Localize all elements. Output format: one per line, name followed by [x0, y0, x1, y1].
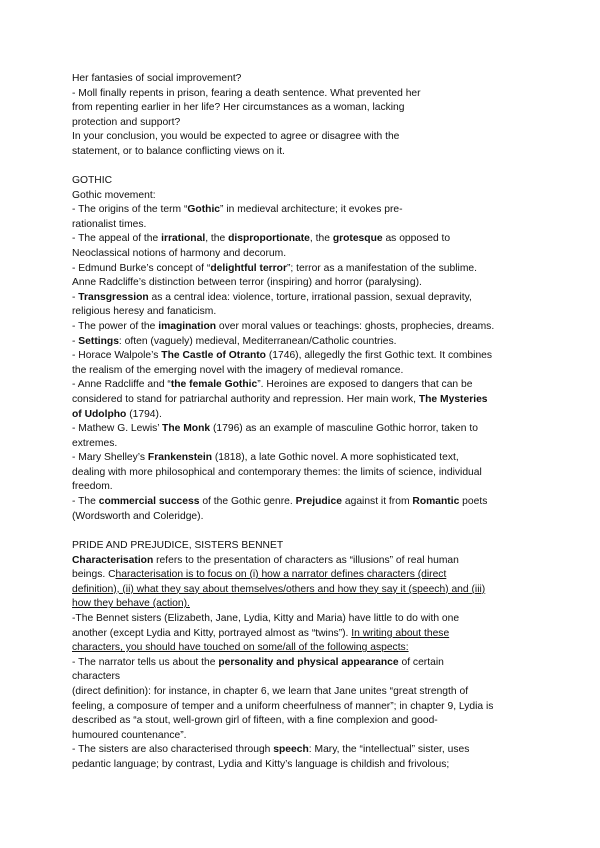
text-line: - Edmund Burke’s concept of “delightful terror”; terror as a manifestation of the sublime. [72, 262, 477, 274]
text-line: extremes. [72, 437, 118, 449]
text-line: - The sisters are also characterised through speech: Mary, the “intellectual” sister, uses [72, 744, 470, 756]
text-line: - The narrator tells us about the personality and physical appearance of certain [72, 656, 444, 668]
underlined-line: definition), (ii) what they say about themselves/others and how they say it (speech) and (iii) [72, 583, 486, 595]
underlined-text: In writing about these [351, 627, 450, 639]
text-line: feeling, a composure of temper and a uniform cheerfulness of manner”; in chapter 9, Lydia is [72, 700, 494, 712]
text-line: -The Bennet sisters (Elizabeth, Jane, Lydia, Kitty and Maria) have little to do with one [72, 612, 460, 624]
intro-section [72, 72, 532, 160]
text-line: of Udolpho (1794). [72, 408, 162, 420]
text-line: rationalist times. [72, 218, 147, 230]
bold-term: The Mysteries [418, 393, 488, 405]
bold-term: irrational [161, 233, 206, 245]
underlined-line: characters, you should have touched on some/all of the following aspects: [72, 642, 409, 654]
text-line: dealing with more philosophical and contemporary themes: the limits of science, individual [72, 466, 482, 478]
text-line: - The power of the imagination over moral values or teachings: ghosts, prophecies, dreams. [72, 320, 495, 332]
text-line: protection and support? [72, 116, 181, 128]
text-line: Her fantasies of social improvement? [72, 73, 242, 84]
text-line: Anne Radcliffe’s distinction between terror (inspiring) and horror (paralysing). [72, 277, 422, 289]
text-line: freedom. [72, 481, 113, 493]
bold-term: Frankenstein [147, 452, 213, 464]
text-line: Characterisation refers to the presentation of characters as “illusions” of real human [72, 554, 459, 566]
text-line: - Mathew G. Lewis’ The Monk (1796) as an example of masculine Gothic horror, taken to [72, 423, 478, 435]
text-line: - The commercial success of the Gothic genre. Prejudice against it from Romantic poets [72, 496, 488, 508]
text-line: statement, or to balance conflicting views on it. [72, 145, 285, 157]
bold-term: the female Gothic [170, 379, 258, 391]
text-line: In your conclusion, you would be expected to agree or disagree with the [72, 131, 400, 143]
bold-term: Settings [78, 335, 119, 347]
bold-term: speech [273, 744, 309, 756]
text-line: another (except Lydia and Kitty, portrayed almost as “twins”). In writing about these [72, 627, 450, 639]
text-line: the realism of the emerging novel with the imagery of medieval romance. [72, 364, 404, 376]
section-heading: PRIDE AND PREJUDICE, SISTERS BENNET [72, 540, 284, 551]
text-line: Neoclassical notions of harmony and decorum. [72, 247, 287, 259]
bold-term: imagination [158, 320, 217, 332]
text-line: humoured countenance”. [72, 729, 187, 741]
text-line: (direct definition): for instance, in chapter 6, we learn that Jane unites “great strength of [72, 685, 469, 697]
text-line: - Transgression as a central idea: violence, torture, irrational passion, sexual depravity, [72, 291, 472, 303]
text-line: - Anne Radcliffe and “the female Gothic”. Heroines are exposed to dangers that can be [72, 379, 473, 391]
text-line: pedantic language; by contrast, Lydia and Kitty’s language is childish and frivolous; [72, 758, 450, 770]
bold-term: Prejudice [295, 496, 342, 508]
bold-term: grotesque [332, 233, 383, 245]
text-line: - Settings: often (vaguely) medieval, Mediterranean/Catholic countries. [72, 335, 397, 347]
bold-term: Characterisation [72, 554, 154, 566]
bold-term: disproportionate [228, 233, 310, 245]
bold-term: Gothic [187, 204, 221, 216]
text-line: - Horace Walpole’s The Castle of Otranto (1746), allegedly the first Gothic text. It combines [72, 350, 493, 362]
bold-term: Romantic [412, 496, 460, 508]
text-line: beings. Characterisation is to focus on (i) how a narrator defines characters (direct [72, 569, 447, 581]
bold-term: The Castle of Otranto [161, 350, 266, 362]
bold-term: Transgression [78, 291, 149, 303]
text-line: from repenting earlier in her life? Her circumstances as a woman, lacking [72, 102, 405, 114]
text-line: described as “a stout, well-grown girl of fifteen, with a fine complexion and good- [72, 715, 438, 727]
gothic-section [72, 174, 532, 524]
bold-term: personality and physical appearance [218, 656, 399, 668]
text-line: - The origins of the term “Gothic” in medieval architecture; it evokes pre- [72, 204, 403, 216]
section-heading: GOTHIC [72, 175, 113, 186]
underlined-text: haracterisation is to focus on (i) how a narrator defines characters (direct [115, 569, 447, 581]
text-line: characters [72, 671, 121, 683]
underlined-line: how they behave (action). [72, 598, 190, 610]
pride-section [72, 539, 532, 773]
bold-term: commercial success [98, 496, 200, 508]
section-subheading: Gothic movement: [72, 189, 156, 201]
text-line: considered to stand for patriarchal authority and repression. Her main work, The Mysteries [72, 393, 488, 405]
text-line: - Mary Shelley’s Frankenstein (1818), a late Gothic novel. A more sophisticated text, [72, 452, 459, 464]
text-line: religious heresy and fanaticism. [72, 306, 217, 318]
bold-term: delightful terror [210, 262, 287, 274]
text-line: - Moll finally repents in prison, fearing a death sentence. What prevented her [72, 87, 421, 99]
text-line: - The appeal of the irrational, the disproportionate, the grotesque as opposed to [72, 233, 451, 245]
bold-term: The Monk [162, 423, 211, 435]
text-line: (Wordsworth and Coleridge). [72, 510, 204, 522]
bold-term: of Udolpho [72, 408, 127, 420]
